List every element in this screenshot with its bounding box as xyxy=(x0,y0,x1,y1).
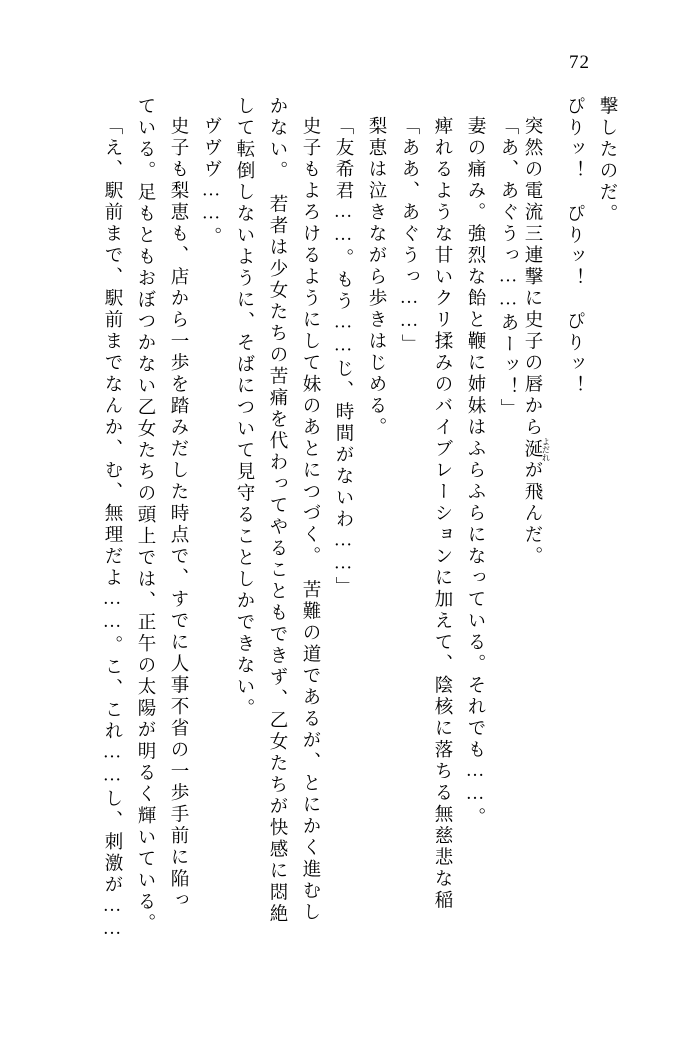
page-number: 72 xyxy=(569,52,590,73)
text-column: 史子もよろけるようにして妹のあとにつづく。 苦難の道であるが、とにかく進むし xyxy=(300,116,320,924)
text-column: ヴヴヴ……。 xyxy=(201,116,221,248)
text-column: 史子も梨恵も、店から一歩を踏みだした時点で、すでに人事不省の一歩手前に陥っ xyxy=(168,116,188,912)
text-column: 「ああ、あぐうっ……」 xyxy=(399,116,419,356)
text-column: 「え、駅前まで、駅前までなんか、む、無理だよ……。こ、これ……し、刺激が…… xyxy=(102,116,122,942)
text-column: 撃したのだ。 xyxy=(597,96,617,225)
text-column: ている。足もともおぼつかない乙女たちの頭上では、正午の太陽が明るく輝いている。 xyxy=(135,96,155,935)
text-column: 妻の痛み。強烈な飴と鞭に姉妹はふらふらになっている。それでも……。 xyxy=(465,116,485,829)
vertical-text-body xyxy=(40,96,616,1010)
text-column: ぴりッ！ ぴりッ！ ぴりッ！ xyxy=(564,96,584,397)
text-column: 痺れるような甘いクリ揉みのバイブレーションに加えて、陰核に落ちる無慈悲な稲 xyxy=(432,116,452,912)
text-column: 突然の電流三連撃に史子の唇から涎 よだれが飛んだ。 xyxy=(522,116,551,568)
text-column: 梨恵は泣きながら歩きはじめる。 xyxy=(366,116,386,439)
text-column: 「あ、あぐうっ……あーッ！」 xyxy=(498,116,518,420)
text-column: して転倒しないように、そばについて見守ることしかできない。 xyxy=(234,96,254,720)
ruby-annotation: 涎 よだれ xyxy=(522,437,551,462)
text-column: かない。 若者は少女たちの苦痛を代わってやることもできず、乙女たちが快感に悶絶 xyxy=(267,96,287,926)
text-column: 「友希君……。もう……じ、時間がないわ……」 xyxy=(333,116,353,598)
